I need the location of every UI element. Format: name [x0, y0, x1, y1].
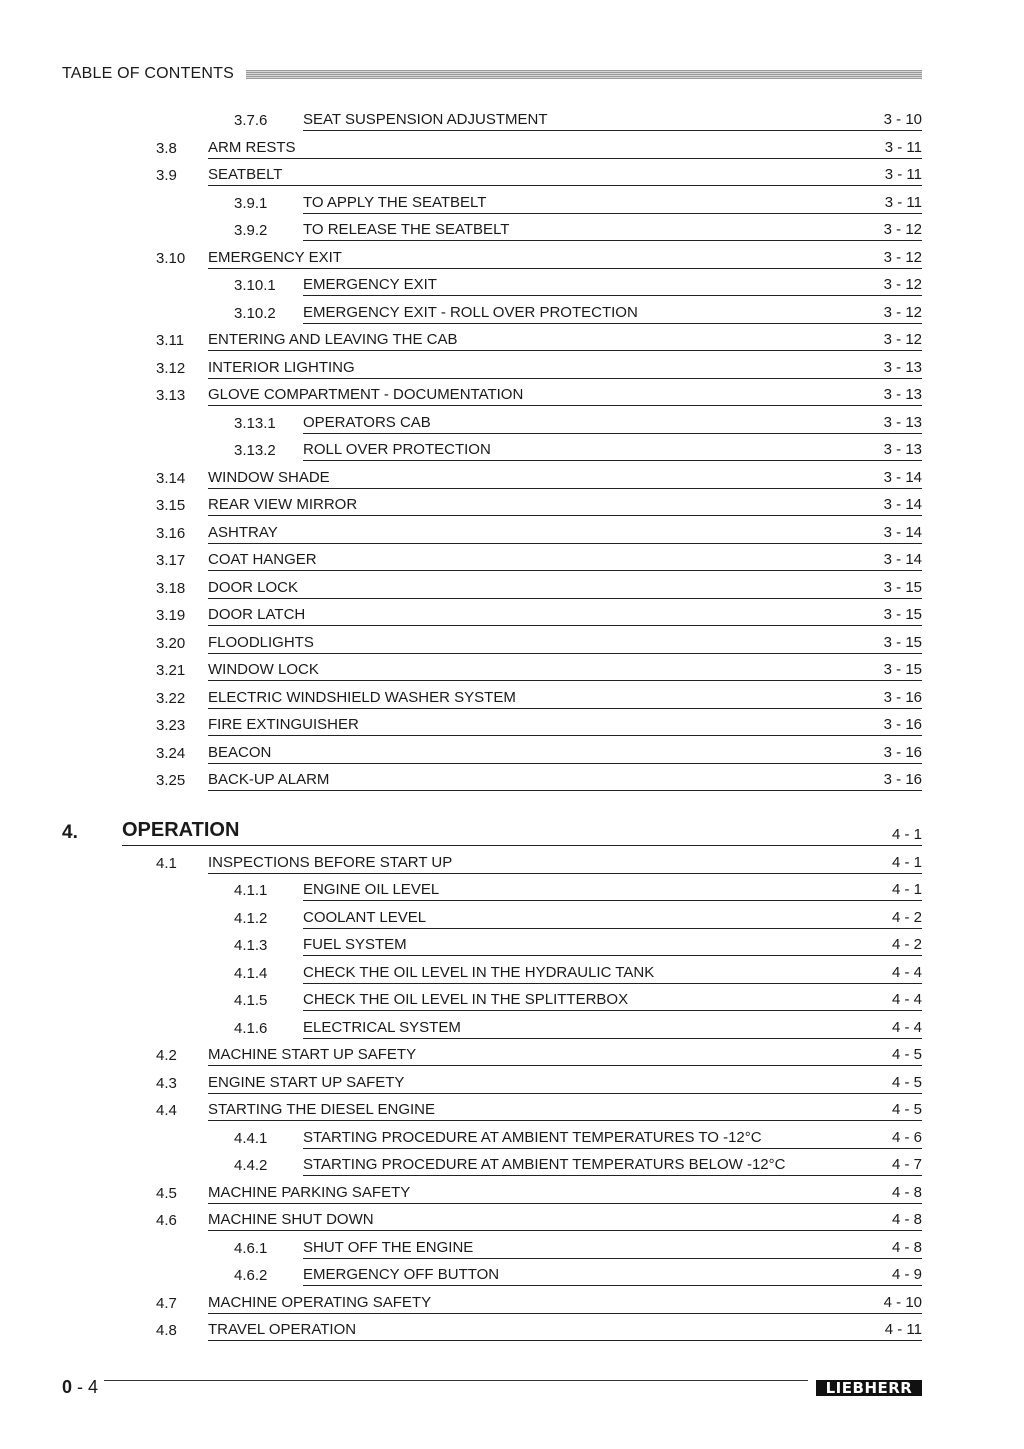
- toc-entry[interactable]: [0, 303, 922, 325]
- toc-entry[interactable]: [0, 633, 922, 655]
- toc-number: 4.6: [156, 1212, 177, 1229]
- toc-number: 4.6.1: [234, 1239, 268, 1257]
- toc-entry[interactable]: [0, 935, 922, 957]
- toc-page: 4 - 11: [884, 1321, 922, 1338]
- toc-title: [208, 495, 922, 516]
- toc-entry[interactable]: [0, 385, 922, 407]
- toc-page: 3 - 16: [883, 716, 922, 733]
- toc-page: 4 - 8: [891, 1238, 922, 1256]
- toc-title: [208, 550, 922, 571]
- toc-title-text: ARM RESTS: [208, 138, 296, 156]
- toc-title: [208, 1320, 922, 1341]
- toc-number: 4.1.1: [234, 882, 268, 899]
- toc-number: 4.5: [156, 1184, 177, 1202]
- toc-number: 3.7.6: [234, 112, 268, 129]
- toc-entry[interactable]: [0, 1210, 922, 1232]
- toc-entry[interactable]: [0, 495, 922, 517]
- toc-title: [208, 1183, 922, 1204]
- toc-page: 4 - 7: [891, 1156, 922, 1173]
- toc-title-text: TRAVEL OPERATION: [208, 1321, 357, 1338]
- toc-number: 3.19: [156, 607, 186, 624]
- toc-title: [208, 633, 922, 654]
- footer-page-number: [62, 1377, 98, 1398]
- toc-page: 4 - 5: [891, 1073, 922, 1091]
- toc-title: [208, 138, 922, 159]
- toc-title-text: TO APPLY THE SEATBELT: [303, 193, 487, 211]
- toc-page: 3 - 14: [883, 523, 922, 541]
- toc-page: 3 - 11: [884, 166, 922, 183]
- toc-title-text: DOOR LATCH: [208, 606, 306, 623]
- toc-title: [303, 1128, 922, 1149]
- toc-number: 4.6.2: [234, 1267, 268, 1284]
- toc-title: [208, 1293, 922, 1314]
- toc-entry[interactable]: [0, 688, 922, 710]
- toc-number: 3.9.1: [234, 194, 268, 212]
- toc-title-text: SHUT OFF THE ENGINE: [303, 1238, 474, 1256]
- toc-title-text: BEACON: [208, 743, 272, 761]
- toc-entry[interactable]: [0, 1018, 922, 1040]
- toc-title: [208, 1045, 922, 1066]
- toc-entry[interactable]: [0, 275, 922, 297]
- toc-title-text: BACK-UP ALARM: [208, 771, 330, 788]
- toc-title-text: ENGINE START UP SAFETY: [208, 1073, 405, 1091]
- toc-entry[interactable]: [0, 330, 922, 352]
- toc-number: 3.23: [156, 717, 186, 734]
- toc-entry[interactable]: [0, 880, 922, 902]
- toc-entry[interactable]: [0, 413, 922, 435]
- toc-page: 4 - 1: [891, 826, 922, 843]
- toc-title-text: INTERIOR LIGHTING: [208, 358, 355, 376]
- toc-title-text: SEAT SUSPENSION ADJUSTMENT: [303, 111, 548, 128]
- toc-number: 4.1.4: [234, 964, 268, 982]
- toc-entry[interactable]: [0, 550, 922, 572]
- toc-title-text: EMERGENCY EXIT: [303, 276, 437, 293]
- toc-page: 3 - 12: [883, 331, 922, 348]
- toc-page: 3 - 13: [883, 386, 922, 403]
- toc-title-text: ELECTRIC WINDSHIELD WASHER SYSTEM: [208, 688, 516, 706]
- toc-title: [303, 935, 922, 956]
- toc-title-text: DOOR LOCK: [208, 578, 299, 596]
- toc-number: 3.13.2: [234, 442, 276, 459]
- toc-title-text: STARTING THE DIESEL ENGINE: [208, 1101, 435, 1118]
- toc-number: 3.8: [156, 139, 177, 157]
- toc-title-text: ASHTRAY: [208, 523, 278, 541]
- toc-page: 4 - 5: [891, 1101, 922, 1118]
- toc-title: [303, 880, 922, 901]
- toc-page: 3 - 15: [883, 578, 922, 596]
- toc-title: [208, 660, 922, 681]
- toc-number: 3.20: [156, 634, 186, 652]
- toc-page: 3 - 10: [883, 111, 922, 128]
- toc-number: 4.3: [156, 1074, 177, 1092]
- toc-title-text: OPERATION: [122, 819, 240, 841]
- toc-page: 4 - 4: [891, 991, 922, 1008]
- toc-title-text: MACHINE OPERATING SAFETY: [208, 1293, 432, 1311]
- toc-title: [303, 1155, 922, 1176]
- toc-entry[interactable]: [0, 523, 922, 545]
- toc-page: 3 - 16: [883, 688, 922, 706]
- toc-number: 3.24: [156, 744, 186, 762]
- footer-number: 4: [88, 1377, 99, 1397]
- toc-entry[interactable]: [0, 908, 922, 930]
- toc-title-text: EMERGENCY OFF BUTTON: [303, 1266, 500, 1283]
- toc-page: 4 - 1: [891, 853, 922, 871]
- toc-number: 3.17: [156, 552, 186, 569]
- toc-entry[interactable]: [0, 853, 922, 875]
- toc-page: 3 - 14: [883, 496, 922, 513]
- toc-title: [303, 963, 922, 984]
- toc-entry[interactable]: [0, 1045, 922, 1067]
- toc-title-text: ENGINE OIL LEVEL: [303, 881, 440, 898]
- toc-entry[interactable]: [0, 1238, 922, 1260]
- toc-page: 3 - 14: [883, 551, 922, 568]
- toc-title-text: FIRE EXTINGUISHER: [208, 716, 359, 733]
- toc-number: 4.7: [156, 1294, 177, 1312]
- toc-number: 4.4.2: [234, 1157, 268, 1174]
- toc-title-text: OPERATORS CAB: [303, 413, 431, 431]
- toc-title-text: FLOODLIGHTS: [208, 633, 314, 651]
- toc-number: 3.21: [156, 662, 186, 679]
- toc-number: 3.10.2: [234, 304, 276, 322]
- header-title: TABLE OF CONTENTS: [62, 65, 235, 82]
- toc-entry[interactable]: [0, 1320, 922, 1342]
- toc-page: 4 - 1: [891, 881, 922, 898]
- toc-number: 4.1.5: [234, 992, 268, 1009]
- toc-page: 3 - 13: [883, 358, 922, 376]
- toc-title: [208, 853, 922, 874]
- toc-number: 3.9: [156, 167, 177, 184]
- toc-title: [208, 1210, 922, 1231]
- toc-page: 4 - 4: [891, 963, 922, 981]
- toc-title: [303, 110, 922, 131]
- toc-entry[interactable]: [0, 1265, 922, 1287]
- toc-number: 4.4.1: [234, 1129, 268, 1147]
- toc-title: [208, 1100, 922, 1121]
- toc-page: 3 - 13: [883, 441, 922, 458]
- toc-title: [303, 440, 922, 461]
- toc-page: 3 - 12: [883, 221, 922, 238]
- toc-entry[interactable]: [0, 165, 922, 187]
- toc-entry[interactable]: [0, 578, 922, 600]
- toc-number: 4.: [62, 822, 78, 843]
- toc-title: [303, 1018, 922, 1039]
- toc-page: 3 - 14: [883, 468, 922, 486]
- toc-number: 3.25: [156, 772, 186, 789]
- toc-page: 4 - 6: [891, 1128, 922, 1146]
- toc-number: 3.9.2: [234, 222, 268, 239]
- toc-entry[interactable]: [0, 110, 922, 132]
- toc-title: [303, 193, 922, 214]
- toc-entry[interactable]: [0, 743, 922, 765]
- toc-title-text: CHECK THE OIL LEVEL IN THE HYDRAULIC TANK: [303, 963, 655, 981]
- toc-title-text: TO RELEASE THE SEATBELT: [303, 221, 510, 238]
- toc-title-text: MACHINE PARKING SAFETY: [208, 1183, 411, 1201]
- toc-title: [208, 248, 922, 269]
- toc-title: [122, 819, 922, 846]
- toc-entry[interactable]: [0, 138, 922, 160]
- toc-title-text: CHECK THE OIL LEVEL IN THE SPLITTERBOX: [303, 991, 629, 1008]
- toc-number: 4.8: [156, 1322, 177, 1339]
- liebherr-logo: LIEBHERR: [816, 1376, 922, 1398]
- footer-chapter: 0: [62, 1377, 73, 1397]
- toc-title-text: MACHINE START UP SAFETY: [208, 1046, 417, 1063]
- toc-page: 4 - 2: [891, 908, 922, 926]
- footer-rule: [104, 1380, 808, 1381]
- toc-entry[interactable]: [0, 1073, 922, 1095]
- toc-page: 3 - 15: [883, 633, 922, 651]
- toc-page: 4 - 2: [891, 936, 922, 953]
- toc-title: [208, 385, 922, 406]
- toc-page: 3 - 11: [884, 138, 922, 156]
- toc-title: [208, 770, 922, 791]
- toc-page: 3 - 12: [883, 276, 922, 293]
- toc-title-text: STARTING PROCEDURE AT AMBIENT TEMPERATURES TO -12°C: [303, 1128, 762, 1146]
- toc-title: [303, 303, 922, 324]
- toc-page: 3 - 12: [883, 303, 922, 321]
- toc-page: 3 - 16: [883, 771, 922, 788]
- toc-title: [208, 605, 922, 626]
- toc-entry[interactable]: [0, 1155, 922, 1177]
- toc-title: [303, 1265, 922, 1286]
- footer-separator: -: [72, 1377, 89, 1397]
- toc-number: 3.14: [156, 469, 186, 487]
- toc-page: 4 - 4: [891, 1018, 922, 1036]
- toc-title-text: EMERGENCY EXIT - ROLL OVER PROTECTION: [303, 303, 638, 321]
- toc-title: [303, 413, 922, 434]
- toc-title: [303, 275, 922, 296]
- toc-title-text: EMERGENCY EXIT: [208, 248, 342, 266]
- toc-title: [303, 908, 922, 929]
- toc-title: [208, 578, 922, 599]
- toc-page: 3 - 15: [883, 661, 922, 678]
- toc-number: 3.18: [156, 579, 186, 597]
- toc-title: [208, 688, 922, 709]
- toc-title-text: REAR VIEW MIRROR: [208, 496, 358, 513]
- toc-number: 4.4: [156, 1102, 177, 1119]
- toc-entry[interactable]: [0, 193, 922, 215]
- toc-entry[interactable]: [0, 1128, 922, 1150]
- toc-title-text: COOLANT LEVEL: [303, 908, 427, 926]
- toc-number: 3.16: [156, 524, 186, 542]
- toc-title-text: WINDOW SHADE: [208, 468, 330, 486]
- toc-number: 3.13: [156, 387, 186, 404]
- toc-title: [208, 358, 922, 379]
- toc-title: [208, 330, 922, 351]
- toc-entry[interactable]: [0, 358, 922, 380]
- toc-page: 4 - 9: [891, 1266, 922, 1283]
- toc-page: 3 - 16: [883, 743, 922, 761]
- toc-page: 3 - 12: [883, 248, 922, 266]
- toc-number: 4.1.3: [234, 937, 268, 954]
- toc-page: 4 - 5: [891, 1046, 922, 1063]
- toc-title: [303, 220, 922, 241]
- toc-entry[interactable]: [0, 660, 922, 682]
- toc-title: [208, 165, 922, 186]
- toc-entry[interactable]: [0, 605, 922, 627]
- toc-title-text: SEATBELT: [208, 166, 283, 183]
- toc-page: 4 - 8: [891, 1211, 922, 1228]
- toc-entry[interactable]: [0, 440, 922, 462]
- toc-title: [303, 990, 922, 1011]
- toc-title-text: STARTING PROCEDURE AT AMBIENT TEMPERATURS BELOW -12°C: [303, 1156, 786, 1173]
- toc-chapter[interactable]: [0, 819, 922, 847]
- toc-entry[interactable]: [0, 220, 922, 242]
- toc-title: [208, 523, 922, 544]
- toc-entry[interactable]: [0, 1293, 922, 1315]
- toc-page: 4 - 8: [891, 1183, 922, 1201]
- toc-entry[interactable]: [0, 1100, 922, 1122]
- toc-entry[interactable]: [0, 1183, 922, 1205]
- toc-number: 3.10: [156, 249, 186, 267]
- toc-number: 3.13.1: [234, 414, 276, 432]
- toc-title-text: WINDOW LOCK: [208, 661, 319, 678]
- toc-number: 3.15: [156, 497, 186, 514]
- toc-page: 3 - 13: [883, 413, 922, 431]
- toc-page: 3 - 11: [884, 193, 922, 211]
- toc-title: [208, 468, 922, 489]
- toc-title: [303, 1238, 922, 1259]
- toc-page: 3 - 15: [883, 606, 922, 623]
- toc-entry[interactable]: [0, 770, 922, 792]
- toc-number: 3.10.1: [234, 277, 276, 294]
- toc-entry[interactable]: [0, 248, 922, 270]
- toc-title-text: GLOVE COMPARTMENT - DOCUMENTATION: [208, 386, 524, 403]
- toc-number: 4.1: [156, 854, 177, 872]
- toc-number: 3.11: [156, 332, 185, 349]
- toc-title-text: FUEL SYSTEM: [303, 936, 407, 953]
- toc-title-text: ENTERING AND LEAVING THE CAB: [208, 331, 458, 348]
- toc-number: 4.1.6: [234, 1019, 268, 1037]
- toc-number: 4.1.2: [234, 909, 268, 927]
- toc-title-text: ROLL OVER PROTECTION: [303, 441, 491, 458]
- toc-title: [208, 1073, 922, 1094]
- toc-number: 4.2: [156, 1047, 177, 1064]
- toc-title: [208, 743, 922, 764]
- toc-entry[interactable]: [0, 715, 922, 737]
- toc-page: 4 - 10: [883, 1293, 922, 1311]
- toc-title: [208, 715, 922, 736]
- toc-entry[interactable]: [0, 990, 922, 1012]
- toc-number: 3.12: [156, 359, 186, 377]
- toc-entry[interactable]: [0, 963, 922, 985]
- toc-title-text: ELECTRICAL SYSTEM: [303, 1018, 461, 1036]
- toc-title-text: INSPECTIONS BEFORE START UP: [208, 853, 453, 871]
- toc-title-text: COAT HANGER: [208, 551, 317, 568]
- toc-title-text: MACHINE SHUT DOWN: [208, 1211, 374, 1228]
- toc-number: 3.22: [156, 689, 186, 707]
- toc-entry[interactable]: [0, 468, 922, 490]
